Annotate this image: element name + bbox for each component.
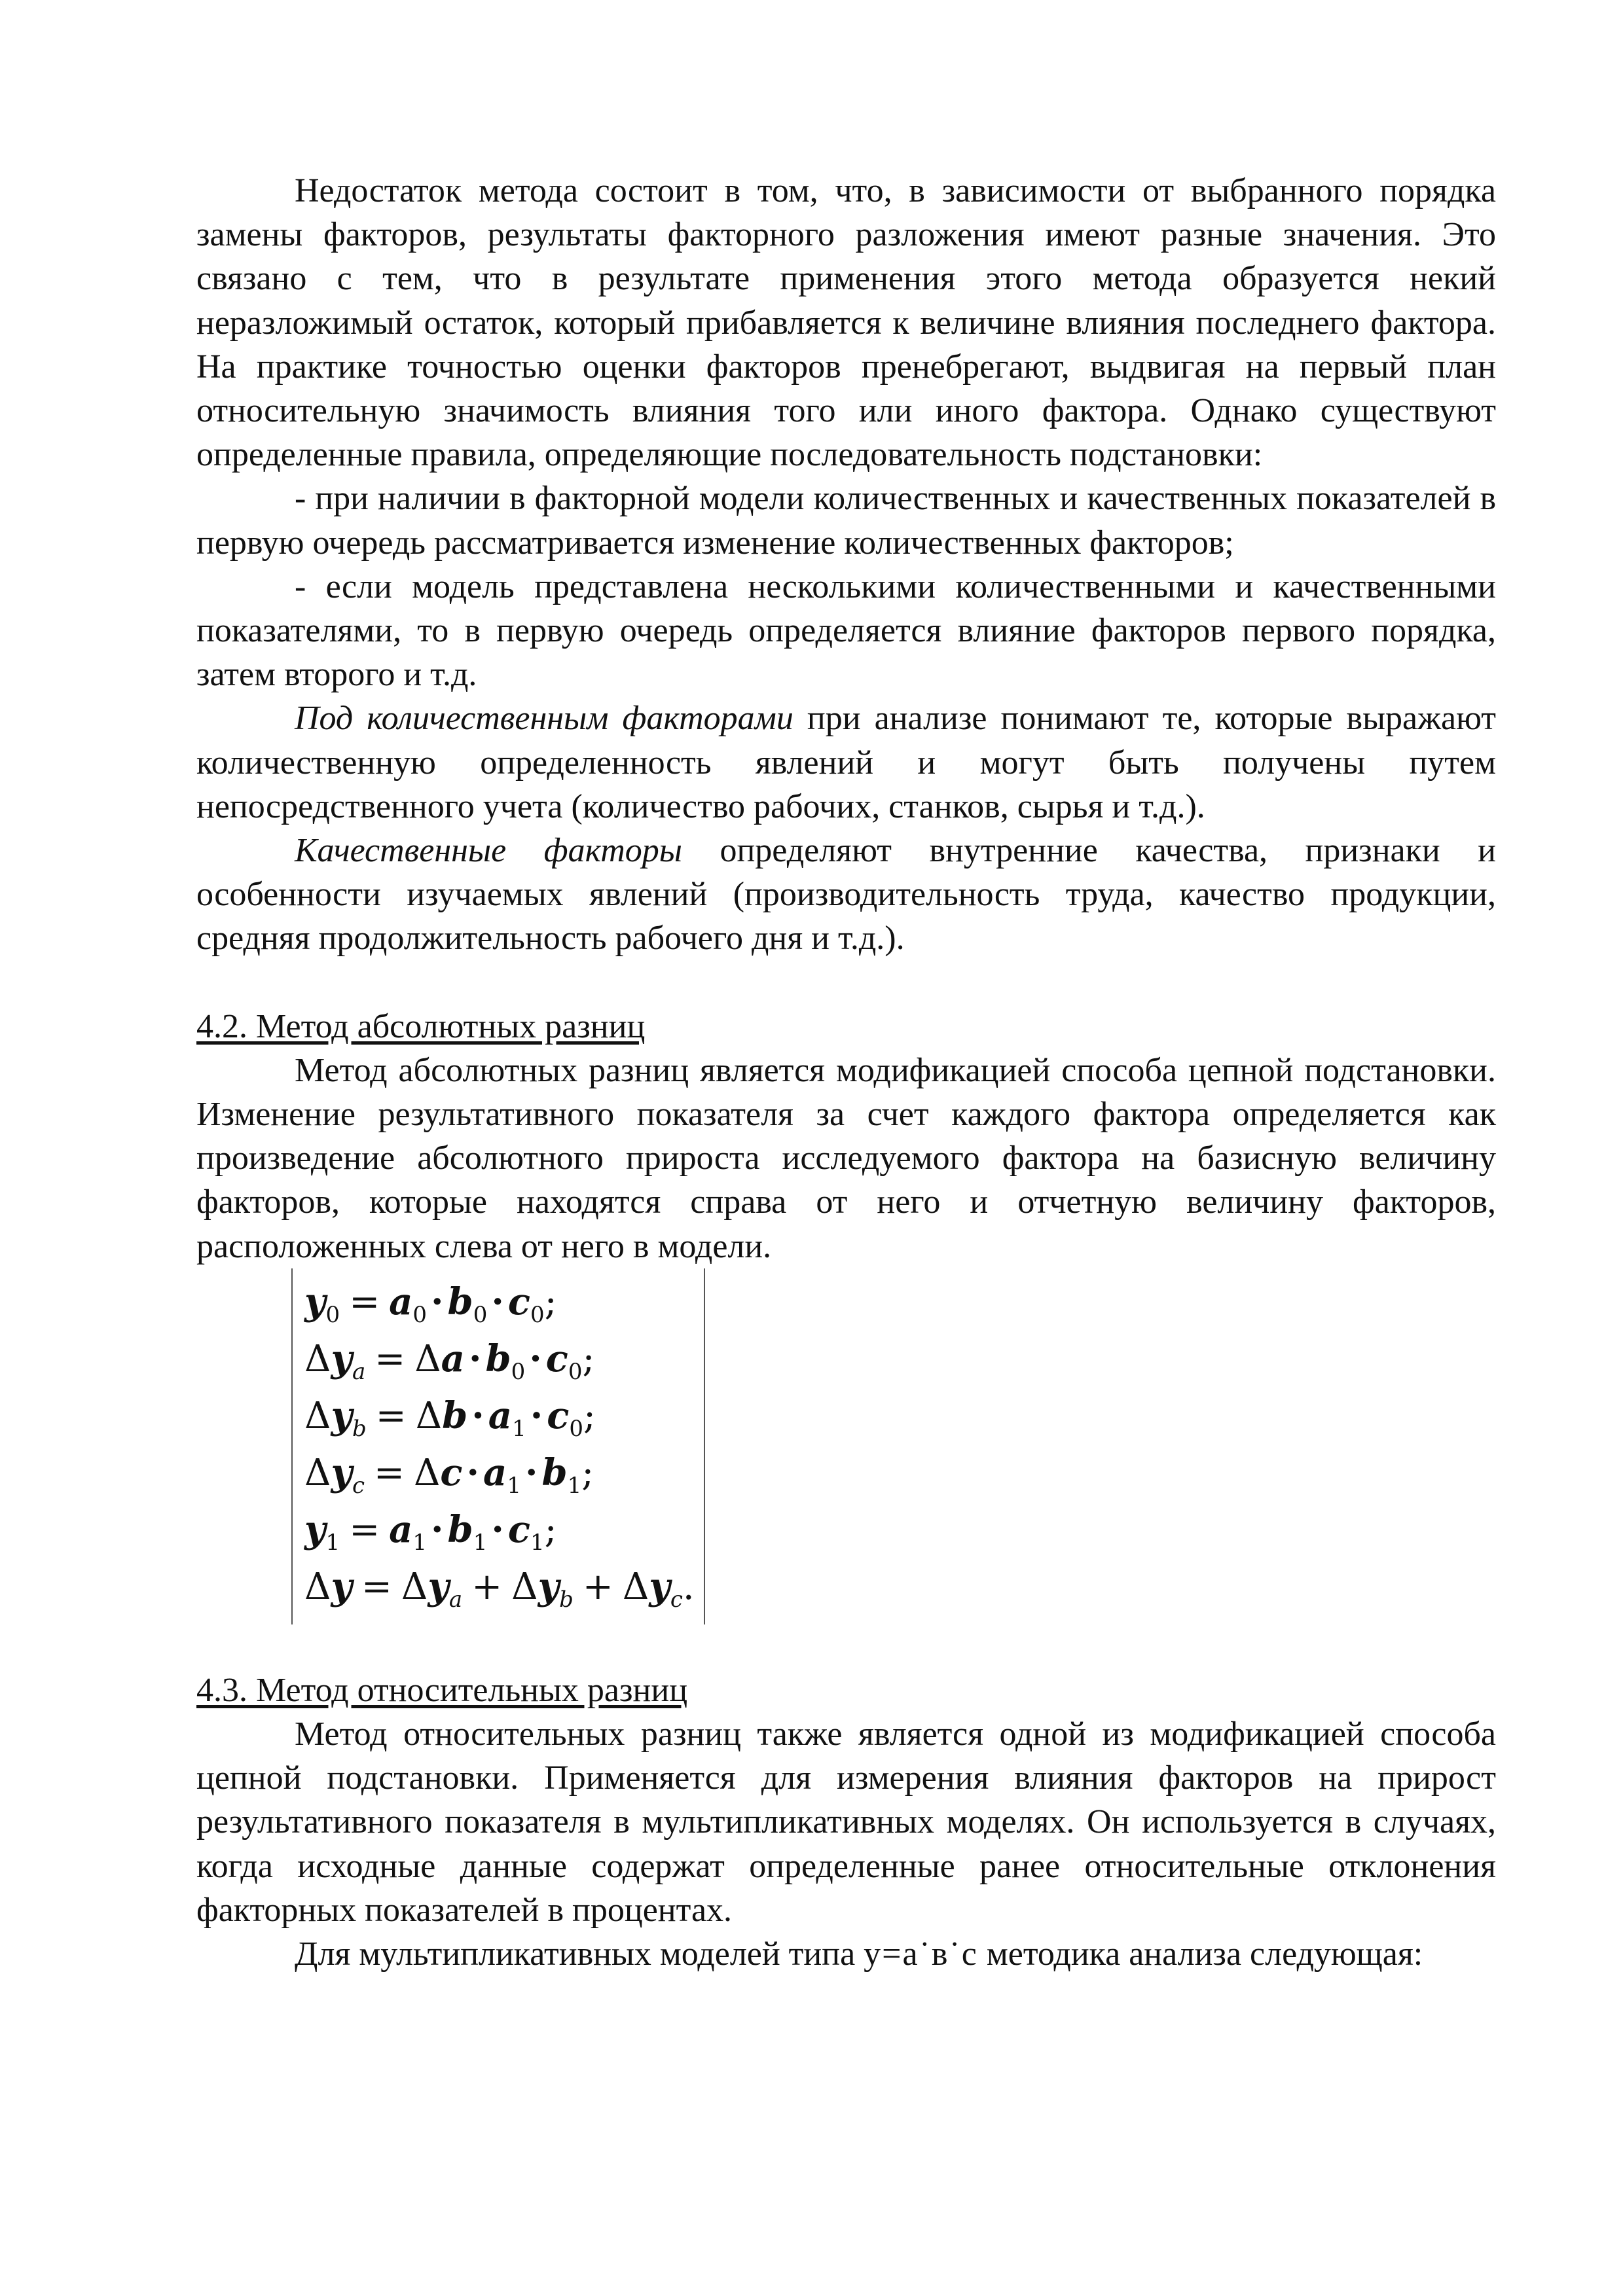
- section-heading-4-2: 4.2. Метод абсолютных разниц: [196, 1007, 646, 1045]
- formula-block: [291, 1268, 705, 1624]
- spacer: [196, 1624, 1496, 1668]
- formula-line-delta-yb: $\Delta y_b = \Delta b \cdot a_1 \cdot c_0$;: [304, 1393, 596, 1442]
- text-column: [196, 169, 1496, 1976]
- paragraph-absolute-differences: Метод абсолютных разниц является модификацией способа цепной подстановки. Изменение результативного показателя за счет каждого фактора определяется как произведение абсолютного прироста исследуемого фактора на базисную величину факторов, которые находятся справа от него и отчетную величину факторов, расположенных слева от него в модели.: [196, 1051, 1496, 1265]
- paragraph-multiplicative-models: Для мультипликативных моделей типа у=а˙в˙с методика анализа следующая:: [295, 1935, 1423, 1973]
- inline-formula: у=а˙в˙с: [864, 1935, 978, 1973]
- paragraph-qualitative-factors: [196, 829, 1496, 961]
- formula-line-delta-yc: $\Delta y_c = \Delta c \cdot a_1 \cdot b_1$;: [304, 1450, 594, 1499]
- term-quantitative-factors: Под количественным факторами: [295, 700, 793, 738]
- formula-line-delta-ya: $\Delta y_a = \Delta a \cdot b_0 \cdot c_0$;: [304, 1336, 595, 1385]
- formula-line-y0: $y_0 = a_0 \cdot b_0 \cdot c_0$;: [304, 1280, 557, 1328]
- formula-line-y1: $y_1 = a_1 \cdot b_1 \cdot c_1$;: [304, 1507, 557, 1556]
- paragraph-relative-differences: Метод относительных разниц также является одной из модификацией способа цепной подстановки. Применяется для измерения влияния факторов на прирост результативного показателя в мультипликативных моделях. Он используется в случаях, когда исходные данные содержат определенные ранее относительные отклонения факторных показателей в процентах.: [196, 1715, 1496, 1929]
- definition-qualitative-factors: определяют внутренние качества, признаки и особенности изучаемых явлений (производительность труда, качество продукции, средняя продолжительность рабочего дня и т.д.).: [196, 832, 1496, 958]
- bullet-first-order-first: - если модель представлена несколькими количественными и качественными показателями, то в первую очередь определяется влияние факторов первого порядка, затем второго и т.д.: [196, 567, 1496, 694]
- bullet-quantitative-first: - при наличии в факторной модели количественных и качественных показателей в первую очередь рассматривается изменение количественных факторов;: [196, 480, 1496, 562]
- paragraph-method-drawback: Недостаток метода состоит в том, что, в зависимости от выбранного порядка замены факторов, результаты факторного разложения имеют разные значения. Это связано с тем, что в результате применения этого метода образуется некий неразложимый остаток, который прибавляется к величине влияния последнего фактора. На практике точностью оценки факторов пренебрегают, выдвигая на первый план относительную значимость влияния того или иного фактора. Однако существуют определенные правила, определяющие последовательность подстановки:: [196, 172, 1496, 474]
- formula-line-delta-y-total: $\Delta y = \Delta y_a + \Delta y_b + \Delta y_c$.: [304, 1564, 695, 1613]
- term-qualitative-factors: Качественные факторы: [295, 832, 683, 870]
- paragraph-quantitative-factors: [196, 696, 1496, 829]
- spacer: [196, 961, 1496, 1005]
- section-heading-4-3: 4.3. Метод относительных разниц: [196, 1671, 688, 1709]
- definition-quantitative-factors: при анализе понимают те, которые выражают количественную определенность явлений и могут быть получены путем непосредственного учета (количество рабочих, станков, сырья и т.д.).: [196, 700, 1496, 825]
